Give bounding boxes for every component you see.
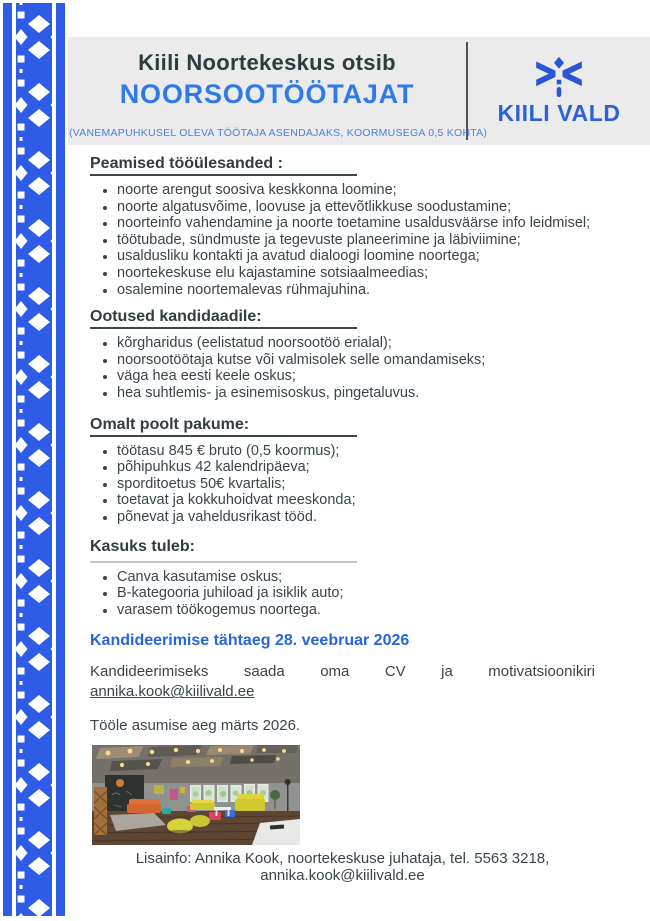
apply-instructions [90,662,595,702]
header-band [68,37,650,145]
logo-block [468,37,650,145]
youth-centre-photo [92,745,300,845]
list-item: • noortekeskuse elu kajastamine sotsiaalmeedias; [117,265,595,282]
section-heading-duties: Peamised tööülesanded : [90,155,357,176]
section-heading-offer: Omalt poolt pakume: [90,416,357,437]
job-title: NOORSOOTÖÖTAJAT [119,79,415,109]
list-item: • noorte algatusvõime, loovuse ja ettevõtlikkuse soodustamine; [117,199,595,216]
list-item: • põhipuhkus 42 kalendripäeva; [117,459,595,476]
folk-pattern-border [3,3,65,916]
expectations-list [90,335,595,401]
job-subtitle: (VANEMAPUHKUSEL OLEVA TÖÖTAJA ASENDAJAKS, KOORMUSEGA 0,5 KOHTA) [69,127,488,139]
section-heading-expectations: Ootused kandidaadile: [90,308,357,329]
poster-content [90,145,595,884]
section-heading-bonus: Kasuks tuleb: [90,538,357,563]
list-item: • põnevat ja vaheldusrikast tööd. [117,509,595,526]
footer-contact [90,850,595,884]
list-item: • noorsootöötaja kutse või valmisolek selle omandamiseks; [117,352,595,369]
list-item: • varasem töökogemus noortega. [117,602,595,619]
poster-main [68,0,650,884]
list-item: • töötubade, sündmuste ja tegevuste planeerimine ja läbiviimine; [117,232,595,249]
footer-line1: Lisainfo: Annika Kook, noortekeskuse juhataja, tel. 5563 3218, [135,850,550,868]
list-item: • toetavat ja kokkuhoidvat meeskonda; [117,492,595,509]
list-item: • kõrgharidus (eelistatud noorsootöö erialal); [117,335,595,352]
offer-list [90,443,595,526]
folk-pattern-icon [3,3,65,916]
list-item: • noorte arengut soosiva keskkonna loomine; [117,182,595,199]
list-item: • töötasu 845 € bruto (0,5 koormus); [117,443,595,460]
header-titles [68,37,488,145]
apply-text: Kandideerimiseks saada oma CV ja motivatsioonikiri [90,663,595,681]
duties-list [90,182,595,298]
apply-email-link[interactable]: annika.kook@kiilivald.ee [90,683,255,701]
bonus-list [90,569,595,619]
page-title: Kiili Noortekeskus otsib [138,50,396,75]
list-item: • osalemine noortemalevas rühmajuhina. [117,282,595,299]
list-item: • hea suhtlemis- ja esinemisoskus, pingetaluvus. [117,385,595,402]
list-item: • väga hea eesti keele oskus; [117,368,595,385]
application-deadline: Kandideerimise tähtaeg 28. veebruar 2026 [90,632,410,650]
footer-email-link[interactable]: annika.kook@kiilivald.ee [260,867,425,885]
list-item: • Canva kasutamise oskus; [117,569,595,586]
dragonfly-icon [528,56,590,98]
logo-wordmark: KIILI VALD [497,99,621,126]
list-item: • sporditoetus 50€ kvartalis; [117,476,595,493]
start-date: Tööle asumise aeg märts 2026. [90,717,301,735]
list-item: • usaldusliku kontakti ja avatud dialoogi loomine noortega; [117,248,595,265]
list-item: • B-kategooria juhiload ja isiklik auto; [117,585,595,602]
list-item: • noorteinfo vahendamine ja noorte toetamine usaldusväärse info leidmisel; [117,215,595,232]
